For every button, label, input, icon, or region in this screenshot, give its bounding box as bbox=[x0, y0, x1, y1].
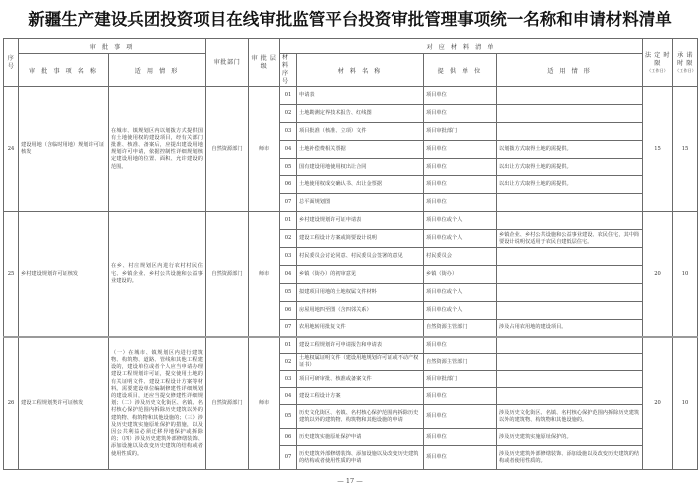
header-seq: 序号 bbox=[4, 39, 19, 87]
material-name: 土地勘测定界技术报告、红线图 bbox=[297, 104, 424, 122]
material-no: 01 bbox=[280, 337, 297, 354]
material-applicable bbox=[497, 194, 643, 212]
item-name: 建设工程规划类许可证核发 bbox=[19, 337, 109, 470]
item-seq: 26 bbox=[4, 337, 19, 470]
material-provider: 村民委员会 bbox=[424, 248, 497, 266]
material-provider: 项目单位 bbox=[424, 388, 497, 405]
material-applicable: 涉及历史文化街区、名镇、名村核心保护范围内拆除历史建筑以外的建筑物、构筑物和其他设施的。 bbox=[497, 405, 643, 429]
material-name: 村民委员会讨论同意、村民委员会签署的意见 bbox=[297, 248, 424, 266]
material-no: 04 bbox=[280, 388, 297, 405]
header-materials-group: 对 应 材 料 清 单 bbox=[280, 39, 643, 54]
material-provider: 项目审批部门 bbox=[424, 122, 497, 140]
material-name: 土地补偿费相关票据 bbox=[297, 140, 424, 158]
material-no: 01 bbox=[280, 87, 297, 105]
material-applicable: 以出让方式取得土地的需提供。 bbox=[497, 176, 643, 194]
material-applicable bbox=[497, 354, 643, 371]
header-level: 审 批 层 级 bbox=[249, 39, 280, 87]
material-applicable bbox=[497, 265, 643, 283]
material-applicable bbox=[497, 301, 643, 319]
material-name: 建设工程规划许可申请报告和申请表 bbox=[297, 337, 424, 354]
header-promised-limit-label: 承 诺 时 限 bbox=[677, 51, 693, 67]
material-name: 历史建筑外部修缮装饰、添加设施以及改变历史建筑的结构或者使用性质的申请 bbox=[297, 446, 424, 470]
material-provider: 项目单位 bbox=[424, 429, 497, 446]
header-material-seq: 材料序号 bbox=[280, 54, 297, 87]
approval-materials-table bbox=[3, 38, 698, 470]
item-department: 自然资源部门 bbox=[206, 212, 249, 337]
item-promised-limit: 10 bbox=[673, 337, 698, 470]
material-name: 建设工程设计方案 bbox=[297, 388, 424, 405]
material-name: 乡镇（街办）的初审意见 bbox=[297, 265, 424, 283]
header-promised-limit bbox=[673, 39, 698, 87]
material-name: 总平面规划图 bbox=[297, 194, 424, 212]
header-department: 审批部门 bbox=[206, 39, 249, 87]
material-name: 项目可研审批、核准或备案文件 bbox=[297, 371, 424, 388]
material-applicable bbox=[497, 87, 643, 105]
item-department: 自然资源部门 bbox=[206, 337, 249, 470]
item-seq: 24 bbox=[4, 87, 19, 212]
material-name: 历史文化街区、名镇、名村核心保护范围内拆除历史建筑以外的建筑物、构筑物和其他设施的申请 bbox=[297, 405, 424, 429]
item-applicable: 在乡、村庄规划区内进行农村村民住宅、乡镇企业、乡村公共设施和公益事业建设的。 bbox=[109, 212, 206, 337]
material-applicable bbox=[497, 337, 643, 354]
material-name: 申请表 bbox=[297, 87, 424, 105]
item-name: 建设用地（含临时用地）规划许可证核发 bbox=[19, 87, 109, 212]
material-provider: 项目单位 bbox=[424, 104, 497, 122]
material-applicable bbox=[497, 104, 643, 122]
material-no: 07 bbox=[280, 446, 297, 470]
material-provider: 乡镇（街办） bbox=[424, 265, 497, 283]
material-provider: 项目单位或个人 bbox=[424, 212, 497, 230]
material-no: 03 bbox=[280, 371, 297, 388]
material-name: 房屋用地四至图（含四邻关系） bbox=[297, 301, 424, 319]
material-applicable: 涉及历史建筑外部修缮装饰、添加设施以及改变历史建筑的结构或者使用性质的。 bbox=[497, 446, 643, 470]
material-provider: 项目单位或个人 bbox=[424, 301, 497, 319]
material-no: 03 bbox=[280, 248, 297, 266]
material-provider: 项目单位 bbox=[424, 446, 497, 470]
item-legal-limit: 20 bbox=[643, 212, 673, 337]
material-provider: 项目单位 bbox=[424, 194, 497, 212]
material-applicable: 以出让方式取得土地的需提供。 bbox=[497, 158, 643, 176]
header-item-name: 审 批 事 项 名 称 bbox=[19, 54, 109, 87]
material-provider: 项目单位 bbox=[424, 140, 497, 158]
header-legal-limit bbox=[643, 39, 673, 87]
material-applicable bbox=[497, 388, 643, 405]
material-no: 06 bbox=[280, 301, 297, 319]
material-no: 04 bbox=[280, 140, 297, 158]
table-row bbox=[4, 87, 698, 105]
document-title: 新疆生产建设兵团投资项目在线审批监管平台投资审批管理事项统一名称和申请材料清单 bbox=[28, 10, 672, 29]
material-no: 07 bbox=[280, 194, 297, 212]
header-promised-limit-unit: （工作日） bbox=[675, 67, 696, 73]
table-row bbox=[4, 212, 698, 230]
item-applicable: 在城市、镇规划区内以划拨方式提供国有土地使用权的建设项目，经有关部门批准、核准、备案后，应提出建设用地规划许可申请，依据控制性详细规划核定建设用地的位置、面积、允许建设的范围。 bbox=[109, 87, 206, 212]
item-promised-limit: 15 bbox=[673, 87, 698, 212]
material-no: 06 bbox=[280, 429, 297, 446]
material-provider: 自然资源主管部门 bbox=[424, 354, 497, 371]
material-provider: 项目单位或个人 bbox=[424, 283, 497, 301]
item-level: 师市 bbox=[249, 87, 280, 212]
material-provider: 项目单位 bbox=[424, 158, 497, 176]
material-applicable: 涉及占用农用地的建设项目。 bbox=[497, 319, 643, 337]
header-approval-group: 审 批 事 项 bbox=[19, 39, 206, 54]
item-legal-limit: 20 bbox=[643, 337, 673, 470]
material-no: 06 bbox=[280, 176, 297, 194]
item-seq: 25 bbox=[4, 212, 19, 337]
material-no: 01 bbox=[280, 212, 297, 230]
material-applicable: 以划拨方式取得土地的需提供。 bbox=[497, 140, 643, 158]
material-name: 建设工程设计方案或简要设计说明 bbox=[297, 230, 424, 248]
material-name: 拟建项目用地的土地权属文件材料 bbox=[297, 283, 424, 301]
material-name: 土地权属证明文件（建设用地规划许可证或不动产权证书） bbox=[297, 354, 424, 371]
material-name: 项目批准（核准、立项）文件 bbox=[297, 122, 424, 140]
page-number: — 17 — bbox=[337, 477, 363, 485]
material-no: 07 bbox=[280, 319, 297, 337]
material-no: 04 bbox=[280, 265, 297, 283]
item-promised-limit: 10 bbox=[673, 212, 698, 337]
item-level: 师市 bbox=[249, 212, 280, 337]
material-provider: 项目审批部门 bbox=[424, 371, 497, 388]
header-legal-limit-label: 法 定 时 限 bbox=[645, 51, 671, 67]
material-provider: 项目单位 bbox=[424, 405, 497, 429]
material-name: 农用地转用批复文件 bbox=[297, 319, 424, 337]
material-provider: 自然资源主管部门 bbox=[424, 319, 497, 337]
header-legal-limit-unit: （工作日） bbox=[647, 67, 668, 73]
material-no: 05 bbox=[280, 283, 297, 301]
material-provider: 项目单位或个人 bbox=[424, 230, 497, 248]
header-material-name: 材 料 名 称 bbox=[297, 54, 424, 87]
table-row bbox=[4, 337, 698, 354]
material-applicable bbox=[497, 248, 643, 266]
header-provider: 提 供 单 位 bbox=[424, 54, 497, 87]
header-applicable: 适 用 情 形 bbox=[109, 54, 206, 87]
material-name: 乡村建设规划许可证申请表 bbox=[297, 212, 424, 230]
material-no: 02 bbox=[280, 230, 297, 248]
material-applicable: 乡镇企业、乡村公共设施和公益事业建设、农民住宅，其中简要设计说明仅适用于农民自建低层住宅。 bbox=[497, 230, 643, 248]
material-no: 05 bbox=[280, 158, 297, 176]
header-material-applicable: 适 用 情 形 bbox=[497, 54, 643, 87]
material-no: 02 bbox=[280, 354, 297, 371]
material-no: 02 bbox=[280, 104, 297, 122]
material-provider: 项目单位 bbox=[424, 87, 497, 105]
material-no: 05 bbox=[280, 405, 297, 429]
material-applicable bbox=[497, 283, 643, 301]
material-applicable bbox=[497, 122, 643, 140]
item-department: 自然资源部门 bbox=[206, 87, 249, 212]
material-name: 国有建设用地使用权出让合同 bbox=[297, 158, 424, 176]
material-applicable: 涉及历史建筑实施原址保护的。 bbox=[497, 429, 643, 446]
material-no: 03 bbox=[280, 122, 297, 140]
material-applicable bbox=[497, 212, 643, 230]
material-applicable bbox=[497, 371, 643, 388]
material-provider: 项目单位 bbox=[424, 176, 497, 194]
item-name: 乡村建设规划许可证核发 bbox=[19, 212, 109, 337]
item-applicable: （一）在城市、镇规划区内进行建筑物、构筑物、道路、管线和其他工程建设的，建设单位或者个人应当申请办理建设工程规划许可证，提交使用土地的有关证明文件、建设工程设计方案等材料。需要建设单位编制修建性详细规划的建设项目，还应当提交修建性详细规划；（二）涉及历史文化街区、名镇、名村核心保护范围内拆除历史建筑以外的建筑物、构筑物和其他设施的；（三）涉及历史建筑实施原址保护的措施，以及因公共利益必须迁移异地保护或拆除的；（四）涉及历史建筑外部修缮装饰、添加设施以及改变历史建筑的结构或者使用性质的。 bbox=[109, 337, 206, 470]
material-name: 土地使用权成交确认书、出让金票据 bbox=[297, 176, 424, 194]
item-legal-limit: 15 bbox=[643, 87, 673, 212]
material-name: 历史建筑实施原址保护申请 bbox=[297, 429, 424, 446]
material-provider: 项目单位 bbox=[424, 337, 497, 354]
item-level: 师市 bbox=[249, 337, 280, 470]
